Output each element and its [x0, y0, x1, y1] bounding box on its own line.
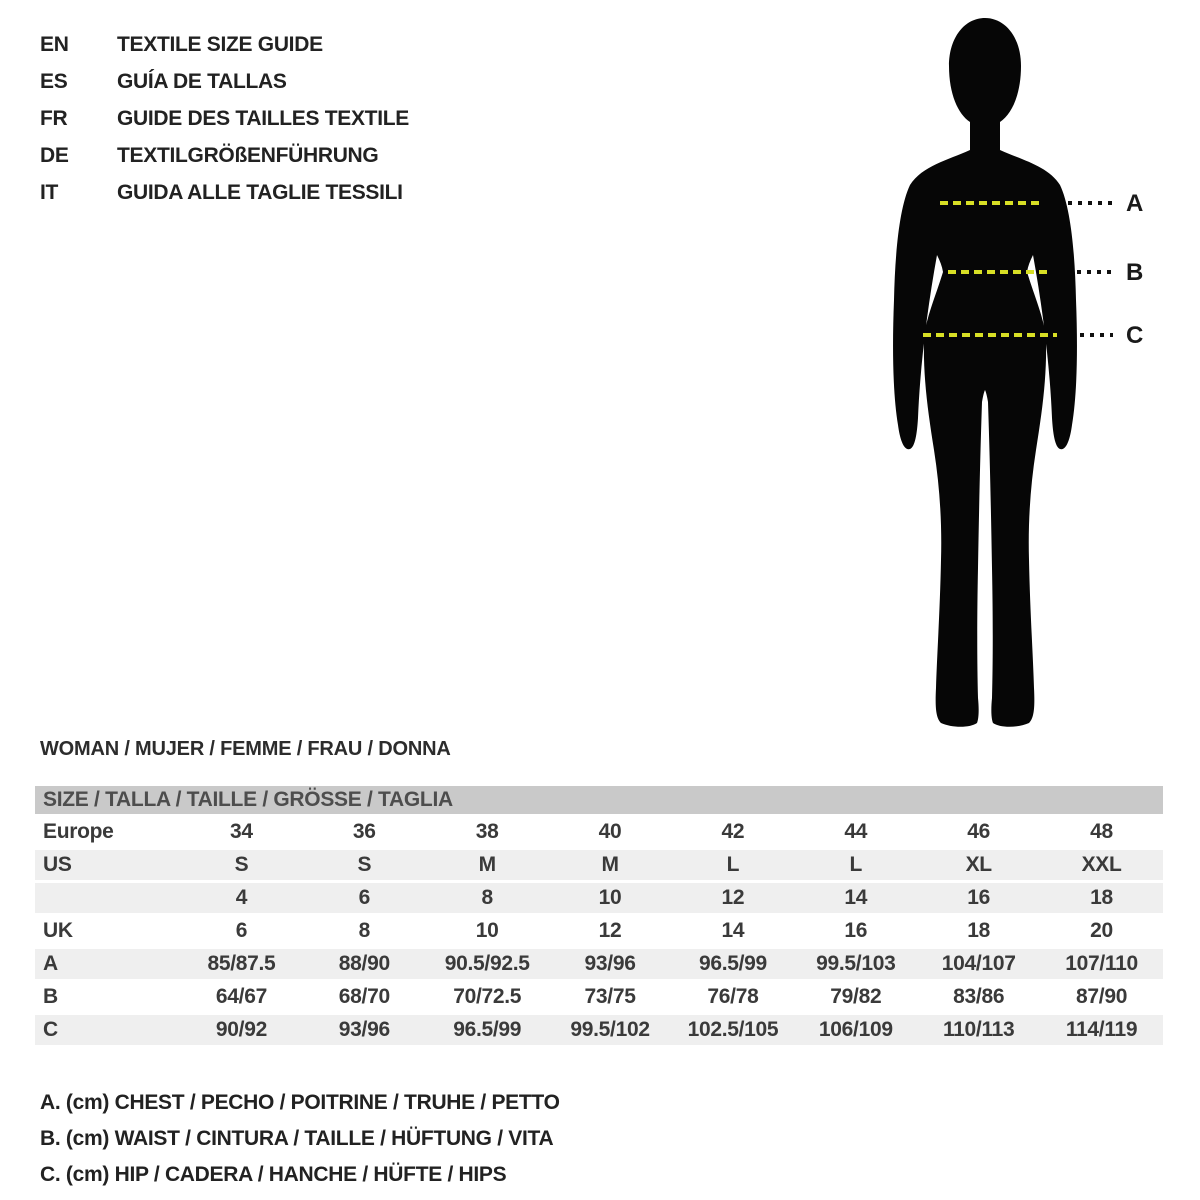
- size-cell: 40: [598, 820, 622, 843]
- size-cell: 87/90: [1076, 985, 1128, 1008]
- row-label: B: [43, 985, 58, 1008]
- row-label: C: [43, 1018, 58, 1041]
- table-row: [35, 817, 1163, 847]
- lang-row-de: [40, 137, 409, 174]
- size-cell: M: [601, 853, 619, 876]
- marker-label-b: B: [1126, 259, 1144, 286]
- size-cell: 110/113: [942, 1018, 1015, 1041]
- size-cell: 18: [967, 919, 991, 942]
- lang-code: IT: [40, 181, 59, 204]
- size-cell: 6: [358, 886, 370, 909]
- size-cell: 106/109: [818, 1018, 893, 1041]
- woman-silhouette-icon: [893, 18, 1077, 727]
- lang-row-en: [40, 26, 409, 63]
- size-cell: 64/67: [215, 985, 267, 1008]
- size-cell: 90.5/92.5: [444, 952, 530, 975]
- size-cell: 14: [721, 919, 745, 942]
- size-cell: 12: [721, 886, 745, 909]
- lang-row-it: [40, 174, 409, 211]
- legend-waist: B. (cm) WAIST / CINTURA / TAILLE / HÜFTUNG / VITA: [40, 1127, 554, 1150]
- size-cell: 79/82: [830, 985, 882, 1008]
- size-cell: 85/87.5: [207, 952, 276, 975]
- lang-row-fr: [40, 100, 409, 137]
- row-label: [35, 883, 180, 913]
- size-table-header: SIZE / TALLA / TAILLE / GRÖSSE / TAGLIA: [35, 786, 1163, 814]
- marker-label-c: C: [1126, 322, 1144, 349]
- size-cell: 12: [598, 919, 622, 942]
- size-cell: 10: [598, 886, 622, 909]
- size-cell: L: [849, 853, 863, 876]
- size-cell: 90/92: [215, 1018, 267, 1041]
- guide-title: TEXTILE SIZE GUIDE: [117, 33, 323, 56]
- size-cell: S: [234, 853, 249, 876]
- size-cell: 68/70: [338, 985, 390, 1008]
- size-cell: 96.5/99: [453, 1018, 522, 1041]
- lang-code: EN: [40, 33, 69, 56]
- size-table-body: [35, 817, 1163, 1045]
- size-cell: 93/96: [338, 1018, 390, 1041]
- size-cell: 96.5/99: [698, 952, 767, 975]
- size-cell: 70/72.5: [453, 985, 522, 1008]
- size-cell: 10: [475, 919, 499, 942]
- table-row: [35, 1015, 1163, 1045]
- size-cell: 8: [358, 919, 370, 942]
- lang-code: FR: [40, 107, 68, 130]
- size-cell: 36: [352, 820, 376, 843]
- table-row: [35, 949, 1163, 979]
- size-cell: 107/110: [1065, 952, 1138, 975]
- size-cell: 6: [235, 919, 248, 942]
- marker-label-a: A: [1126, 190, 1144, 217]
- legend-hip: C. (cm) HIP / CADERA / HANCHE / HÜFTE / HIPS: [40, 1163, 507, 1186]
- size-cell: 18: [1090, 886, 1113, 909]
- guide-title: GUÍA DE TALLAS: [117, 70, 287, 93]
- size-cell: 34: [230, 820, 253, 843]
- lang-code: DE: [40, 144, 69, 167]
- table-row: [35, 850, 1163, 880]
- gender-heading: WOMAN / MUJER / FEMME / FRAU / DONNA: [40, 738, 451, 760]
- size-cell: L: [726, 853, 740, 876]
- row-label: A: [43, 952, 58, 975]
- guide-title: TEXTILGRÖßENFÜHRUNG: [117, 144, 379, 167]
- row-label: US: [43, 853, 72, 876]
- size-cell: 20: [1090, 919, 1113, 942]
- guide-title: GUIDE DES TAILLES TEXTILE: [117, 107, 409, 130]
- size-cell: 46: [967, 820, 991, 843]
- language-title-list: [40, 26, 409, 211]
- size-cell: 83/86: [953, 985, 1005, 1008]
- size-cell: XXL: [1081, 853, 1122, 876]
- size-cell: 76/78: [707, 985, 759, 1008]
- lang-code: ES: [40, 70, 68, 93]
- size-cell: 93/96: [584, 952, 636, 975]
- legend-chest: A. (cm) CHEST / PECHO / POITRINE / TRUHE / PETTO: [40, 1091, 560, 1114]
- size-cell: 88/90: [338, 952, 390, 975]
- measurement-legend: [40, 1085, 560, 1193]
- lang-row-es: [40, 63, 409, 100]
- size-cell: 14: [844, 886, 868, 909]
- guide-title: GUIDA ALLE TAGLIE TESSILI: [117, 181, 403, 204]
- size-cell: 104/107: [941, 952, 1016, 975]
- size-cell: 99.5/102: [570, 1018, 650, 1041]
- body-measurement-figure: [880, 10, 1190, 740]
- size-cell: 44: [844, 820, 868, 843]
- size-cell: 102.5/105: [687, 1018, 779, 1041]
- row-label: UK: [43, 919, 73, 942]
- size-cell: 42: [721, 820, 745, 843]
- size-cell: 73/75: [584, 985, 636, 1008]
- size-cell: 8: [481, 886, 493, 909]
- size-cell: 48: [1090, 820, 1113, 843]
- size-cell: S: [357, 853, 372, 876]
- size-cell: 38: [475, 820, 499, 843]
- table-row: [35, 916, 1163, 946]
- table-row: [35, 883, 1163, 913]
- size-cell: 114/119: [1065, 1018, 1138, 1041]
- size-cell: M: [478, 853, 496, 876]
- table-row: [35, 982, 1163, 1012]
- size-cell: 99.5/103: [816, 952, 896, 975]
- size-cell: 16: [844, 919, 868, 942]
- row-label: Europe: [43, 820, 114, 843]
- size-table: [35, 786, 1163, 1045]
- size-cell: 4: [235, 886, 248, 909]
- size-cell: XL: [965, 853, 992, 876]
- size-cell: 16: [967, 886, 991, 909]
